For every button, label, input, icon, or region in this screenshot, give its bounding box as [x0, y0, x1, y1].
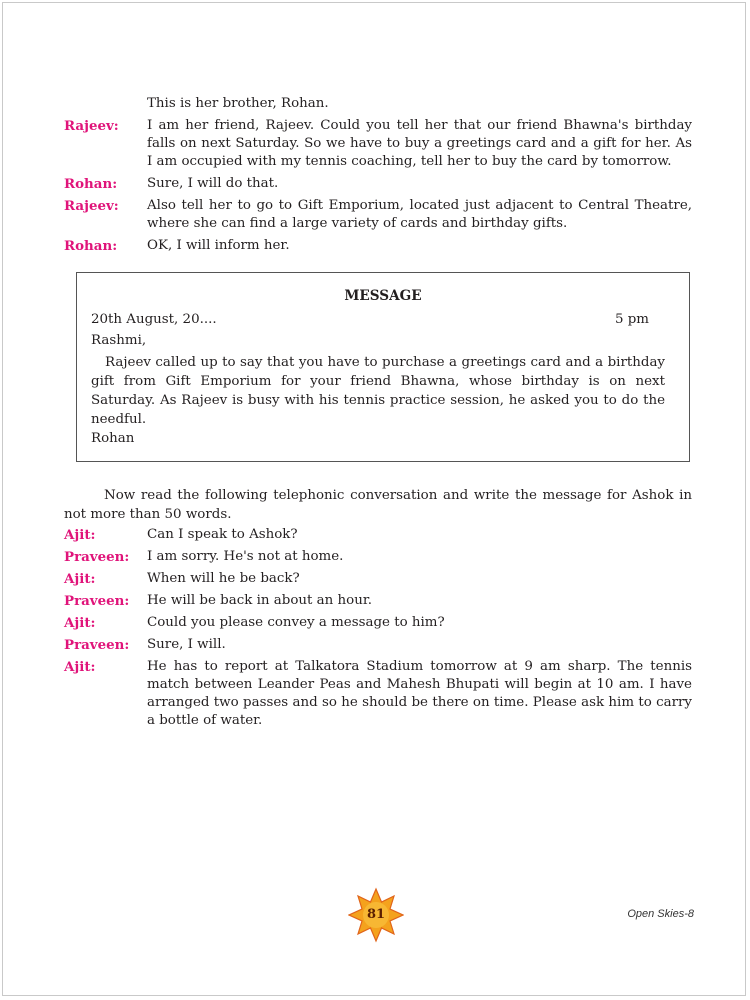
speaker-name: Praveen:: [64, 637, 130, 653]
speaker-name: Ajit:: [64, 659, 96, 675]
dialogue-text: OK, I will inform her.: [147, 238, 290, 253]
speaker-name: Rohan:: [64, 238, 118, 254]
instruction-text: Now read the following telephonic conversation and write the message for Ashok in not more than 50 words.: [64, 488, 692, 522]
message-recipient: Rashmi,: [91, 333, 147, 348]
dialogue-bottom: [0, 526, 750, 734]
dialogue-line: [0, 636, 750, 658]
message-title: MESSAGE: [344, 288, 422, 304]
dialogue-line: [0, 117, 750, 175]
dialogue-text: Could you please convey a message to him?: [147, 615, 445, 630]
dialogue-line: [0, 175, 750, 197]
dialogue-line: [0, 548, 750, 570]
speaker-name: Praveen:: [64, 593, 130, 609]
dialogue-text: I am her friend, Rajeev. Could you tell her that our friend Bhawna's birthday falls on next Saturday. So we have to buy a greetings card and a gift for her. As I am occupied with my tennis coaching, tell her to buy the card by tomorrow.: [147, 118, 692, 169]
dialogue-line: [0, 570, 750, 592]
dialogue-text: When will he be back?: [147, 571, 300, 586]
speaker-name: Praveen:: [64, 549, 130, 565]
dialogue-line: [0, 592, 750, 614]
dialogue-text: He has to report at Talkatora Stadium tomorrow at 9 am sharp. The tennis match between Leander Peas and Mahesh Bhupati will begin at 10 am. I have arranged two passes and so he should be there on time. Please ask him to carry a bottle of water.: [147, 659, 692, 728]
dialogue-line: [0, 614, 750, 636]
dialogue-intro-line: [0, 95, 750, 117]
dialogue-text: This is her brother, Rohan.: [147, 96, 329, 111]
message-time: 5 pm: [614, 312, 649, 327]
dialogue-text: Also tell her to go to Gift Emporium, located just adjacent to Central Theatre, where she can find a large variety of cards and birthday gifts.: [147, 198, 692, 231]
message-box: [76, 272, 690, 462]
book-title: Open Skies-8: [627, 908, 694, 920]
page-number: 81: [366, 907, 386, 922]
message-sender: Rohan: [91, 431, 135, 446]
speaker-name: Rajeev:: [64, 118, 119, 134]
dialogue-text: Sure, I will do that.: [147, 176, 279, 191]
dialogue-line: [0, 658, 750, 734]
dialogue-top: [0, 95, 750, 259]
message-body: Rajeev called up to say that you have to purchase a greetings card and a birthday gift from Gift Emporium for your friend Bhawna, whose birthday is on next Saturday. As Rajeev is busy with his tennis practice session, he asked you to do the needful.: [91, 355, 665, 427]
speaker-name: Ajit:: [64, 615, 96, 631]
speaker-name: Rajeev:: [64, 198, 119, 214]
dialogue-line: [0, 526, 750, 548]
dialogue-text: I am sorry. He's not at home.: [147, 549, 344, 564]
dialogue-line: [0, 237, 750, 259]
speaker-name: Ajit:: [64, 571, 96, 587]
dialogue-text: Can I speak to Ashok?: [147, 527, 298, 542]
message-date: 20th August, 20....: [91, 312, 217, 327]
dialogue-text: He will be back in about an hour.: [147, 593, 373, 608]
dialogue-line: [0, 197, 750, 237]
speaker-name: Ajit:: [64, 527, 96, 543]
speaker-name: Rohan:: [64, 176, 118, 192]
dialogue-text: Sure, I will.: [147, 637, 226, 652]
